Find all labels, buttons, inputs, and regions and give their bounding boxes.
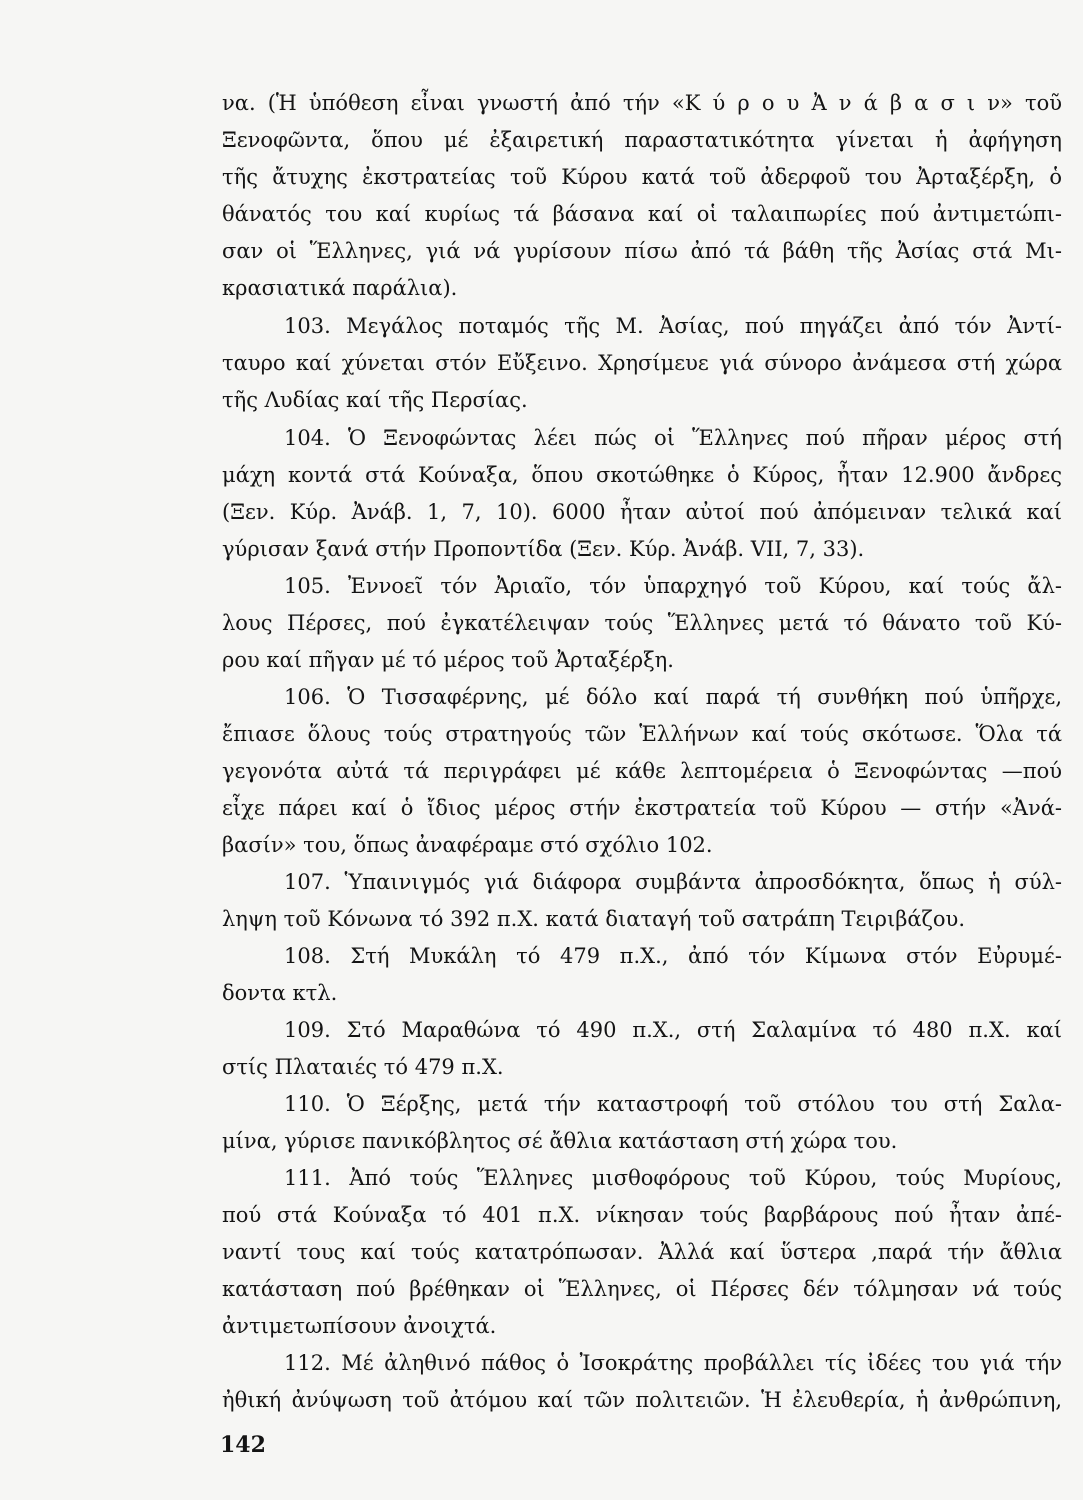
footnote-109-start: 109. Στό Μαραθώνα τό 490 π.Χ., στή Σαλαμίνα τό 480 π.Χ. καί <box>284 1018 1062 1042</box>
footnote-line: πού στά Κούναξα τό 401 π.Χ. νίκησαν τούς βαρβάρους πού ἦταν ἀπέ- <box>222 1203 1062 1227</box>
footnote-line: να. (Ἡ ὑπόθεση εἶναι γνωστή ἀπό τήν «Κ ύ ρ ο υ Ἀ ν ά β α σ ι ν» τοῦ <box>222 91 1062 115</box>
footnote-line: ληψη τοῦ Κόνωνα τό 392 π.Χ. κατά διαταγή τοῦ σατράπη Τειριβάζου. <box>222 907 965 931</box>
footnote-line: Ξενοφῶντα, ὅπου μέ ἐξαιρετική παραστατικότητα γίνεται ἡ ἀφήγηση <box>222 128 1062 152</box>
footnote-106-start: 106. Ὁ Τισσαφέρνης, μέ δόλο καί παρά τή συνθήκη πού ὑπῆρχε, <box>284 685 1062 709</box>
footnote-105-start: 105. Ἐννοεῖ τόν Ἀριαῖο, τόν ὑπαρχηγό τοῦ Κύρου, καί τούς ἄλ- <box>284 574 1062 598</box>
footnote-line: τῆς ἄτυχης ἐκστρατείας τοῦ Κύρου κατά τοῦ ἀδερφοῦ του Ἀρταξέρξη, ὁ <box>222 165 1062 189</box>
footnote-line: ναντί τους καί τούς κατατρόπωσαν. Ἀλλά καί ὕστερα ,παρά τήν ἄθλια <box>222 1240 1062 1264</box>
footnote-line: σαν οἱ Ἕλληνες, γιά νά γυρίσουν πίσω ἀπό τά βάθη τῆς Ἀσίας στά Μι- <box>222 239 1062 263</box>
footnote-line: μίνα, γύρισε πανικόβλητος σέ ἄθλια κατάσταση στή χώρα του. <box>222 1129 898 1153</box>
footnote-line: στίς Πλαταιές τό 479 π.Χ. <box>222 1055 504 1079</box>
footnote-line: ἔπιασε ὅλους τούς στρατηγούς τῶν Ἑλλήνων καί τούς σκότωσε. Ὅλα τά <box>222 722 1062 746</box>
page-number: 142 <box>220 1432 266 1458</box>
footnote-112-start: 112. Μέ ἀληθινό πάθος ὁ Ἰσοκράτης προβάλλει τίς ἰδέες του γιά τήν <box>284 1351 1062 1375</box>
footnote-line: ταυρο καί χύνεται στόν Εὔξεινο. Χρησίμευε γιά σύνορο ἀνάμεσα στή χώρα <box>222 351 1062 375</box>
footnote-111-start: 111. Ἀπό τούς Ἕλληνες μισθοφόρους τοῦ Κύρου, τούς Μυρίους, <box>284 1166 1062 1190</box>
footnote-line: εἶχε πάρει καί ὁ ἴδιος μέρος στήν ἐκστρατεία τοῦ Κύρου — στήν «Ἀνά- <box>222 796 1062 820</box>
footnote-line: μάχη κοντά στά Κούναξα, ὅπου σκοτώθηκε ὁ Κύρος, ἦταν 12.900 ἄνδρες <box>222 463 1062 487</box>
footnote-line: ἀντιμετωπίσουν ἀνοιχτά. <box>222 1314 497 1338</box>
footnote-108-start: 108. Στή Μυκάλη τό 479 π.Χ., ἀπό τόν Κίμωνα στόν Εὐρυμέ- <box>284 944 1062 968</box>
footnote-line: κρασιατικά παράλια). <box>222 276 458 300</box>
footnote-110-start: 110. Ὁ Ξέρξης, μετά τήν καταστροφή τοῦ στόλου του στή Σαλα- <box>284 1092 1062 1116</box>
footnote-103-start: 103. Μεγάλος ποταμός τῆς Μ. Ἀσίας, πού πηγάζει ἀπό τόν Ἀντί- <box>284 314 1062 338</box>
footnote-line: ρου καί πῆγαν μέ τό μέρος τοῦ Ἀρταξέρξη. <box>222 648 674 672</box>
footnote-line: δοντα κτλ. <box>222 981 338 1005</box>
footnote-line: γεγονότα αὐτά τά περιγράφει μέ κάθε λεπτομέρεια ὁ Ξενοφώντας —πού <box>222 759 1062 783</box>
footnote-line: (Ξεν. Κύρ. Ἀνάβ. 1, 7, 10). 6000 ἦταν αὐτοί πού ἀπόμειναν τελικά καί <box>222 500 1062 524</box>
footnote-104-start: 104. Ὁ Ξενοφώντας λέει πώς οἱ Ἕλληνες πού πῆραν μέρος στή <box>284 426 1062 450</box>
footnote-line: κατάσταση πού βρέθηκαν οἱ Ἕλληνες, οἱ Πέρσες δέν τόλμησαν νά τούς <box>222 1277 1062 1301</box>
footnote-107-start: 107. Ὑπαινιγμός γιά διάφορα συμβάντα ἀπροσδόκητα, ὅπως ἡ σύλ- <box>284 870 1062 894</box>
footnote-line: τῆς Λυδίας καί τῆς Περσίας. <box>222 388 528 412</box>
footnote-line: λους Πέρσες, πού ἐγκατέλειψαν τούς Ἕλληνες μετά τό θάνατο τοῦ Κύ- <box>222 611 1062 635</box>
footnote-line: θάνατός του καί κυρίως τά βάσανα καί οἱ ταλαιπωρίες πού ἀντιμετώπι- <box>222 202 1062 226</box>
footnote-line: γύρισαν ξανά στήν Προποντίδα (Ξεν. Κύρ. Ἀνάβ. VII, 7, 33). <box>222 537 865 561</box>
footnote-line: ἠθική ἀνύψωση τοῦ ἀτόμου καί τῶν πολιτειῶν. Ἡ ἐλευθερία, ἡ ἀνθρώπινη, <box>222 1388 1062 1412</box>
footnote-line: βασίν» του, ὅπως ἀναφέραμε στό σχόλιο 102. <box>222 833 713 857</box>
